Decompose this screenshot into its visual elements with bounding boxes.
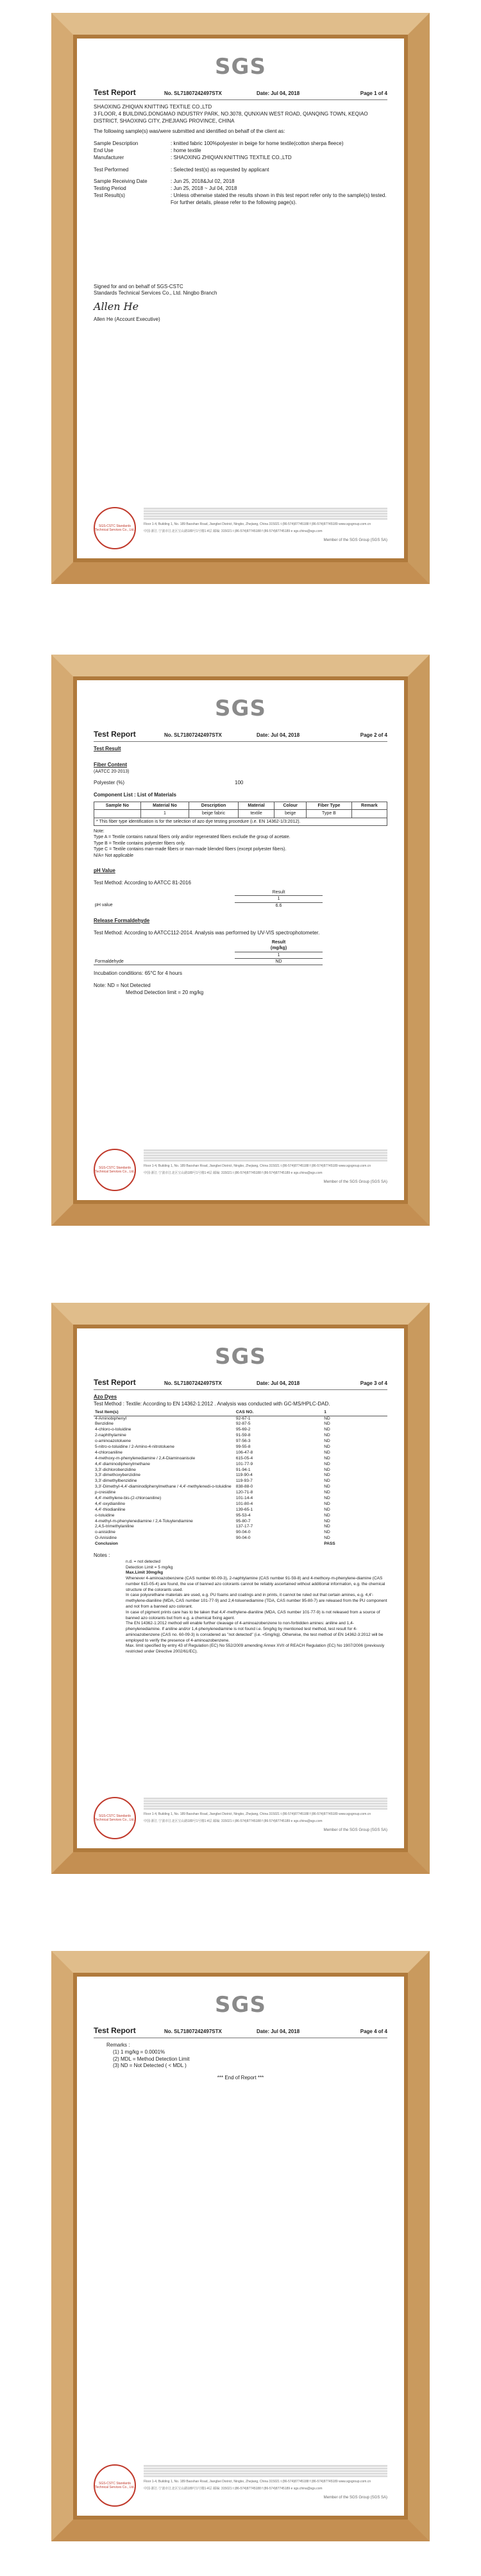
azo-row bbox=[94, 1456, 387, 1462]
amine-name: 4-chloroaniline bbox=[95, 1450, 122, 1455]
sample-intro: The following sample(s) was/were submitted and identified on behalf of the client as: bbox=[94, 128, 285, 135]
report-header bbox=[94, 87, 387, 100]
report-header bbox=[94, 2025, 387, 2038]
fiber-method: (AATCC 20-2013) bbox=[94, 769, 130, 774]
detail-value: : SHAOXING ZHIQIAN KNITTING TEXTILE CO.,LTD bbox=[171, 154, 292, 160]
azo-note: Max.Limit 30mg/kg bbox=[126, 1570, 164, 1576]
materials-header-cell: Fiber Type bbox=[307, 802, 352, 809]
incubation-note: Incubation conditions: 65°C for 4 hours bbox=[94, 970, 182, 977]
amine-name: o-toluidine bbox=[95, 1513, 115, 1518]
azo-note: Detection Limit = 5 mg/kg bbox=[126, 1565, 173, 1570]
footer-address: Floor 1-4, Building 1, No. 189 Baoshan Road, Jiangbei District, Ningbo, Zhejiang, China 315021 t (86-574)87745188 f (86-574)87745189 www.sgsgroup.com.cn bbox=[144, 1164, 371, 1169]
azo-note: The EN 14362-1:2012 method will enable further cleavage of 4-aminoazobenzene to non-forbidden amines: aniline and 1,4-phenylenediamine. If aniline and/or 1,4-phenylenediamine is not found i.e. 5mg/kg by mentioned test method, test result for 4-aminoazobenzene (CAS no. 60-09-3) is considered as "not detected" (i.e. <5mg/kg). Otherwise, the test method of EN 14362-3:2012 will be employed to verify the presence of 4-aminoazobenzene. bbox=[126, 1621, 384, 1643]
amine-name: 4,4'-oxydianiline bbox=[95, 1501, 126, 1506]
fiber-note: N/A= Not applicable bbox=[94, 853, 134, 858]
azo-header-cell: 1 bbox=[323, 1410, 387, 1416]
amine-name: O-Anisidine bbox=[95, 1536, 117, 1541]
sgs-logo: SGS bbox=[215, 54, 266, 80]
fiber-note: Type A = Textile contains natural fibers only and/or regenerated fibers exclude the group of acetate. bbox=[94, 835, 291, 840]
nd-note: Note: ND = Not Detected bbox=[94, 983, 151, 989]
footer-address-cn: 中国·浙江·宁波市江北区宝山路189号1号楼1-4层 邮编: 315021 t (86-574)87745188 f (86-574)87745189 e sgs.china@sgs.com bbox=[144, 1819, 323, 1824]
notes-header: Notes : bbox=[94, 1552, 110, 1559]
detail-value: : Jun 25, 2018 ~ Jul 04, 2018 bbox=[171, 185, 237, 192]
cas-number: 137-17-7 bbox=[235, 1524, 253, 1529]
amine-result: ND bbox=[324, 1421, 330, 1427]
sgs-seal-stamp: SGS-CSTC Standards Technical Services Co., Ltd. bbox=[94, 2464, 136, 2507]
sgs-seal-stamp: SGS-CSTC Standards Technical Services Co., Ltd. bbox=[94, 1797, 136, 1839]
report-title: Test Report bbox=[94, 87, 136, 97]
azo-heading: Azo Dyes bbox=[94, 1394, 117, 1400]
page-number: Page 2 of 4 bbox=[360, 732, 387, 738]
detail-label: Testing Period bbox=[94, 185, 126, 192]
report-page-3 bbox=[51, 1303, 430, 1874]
detail-value: : home textile bbox=[171, 148, 201, 154]
amine-result: ND bbox=[324, 1507, 330, 1512]
detail-label: Sample Receiving Date bbox=[94, 178, 148, 185]
azo-row bbox=[94, 1433, 387, 1439]
fiber-note: Note: bbox=[94, 829, 105, 834]
sgs-seal-stamp: SGS-CSTC Standards Technical Services Co., Ltd. bbox=[94, 507, 136, 549]
ph-table: Result 1 pH value 6.6 bbox=[94, 889, 387, 909]
signature-image: Allen He bbox=[94, 300, 139, 313]
cas-number: 120-71-8 bbox=[235, 1490, 253, 1495]
azo-note: n.d. = not detected bbox=[126, 1559, 161, 1564]
report-number: No. SL71807242497STX bbox=[164, 2028, 222, 2034]
page-footer bbox=[94, 2464, 387, 2500]
formaldehyde-method: Test Method: According to AATCC112-2014. Analysis was performed by UV-VIS spectrophotometer. bbox=[94, 929, 320, 936]
detail-label: Sample Description bbox=[94, 141, 139, 147]
amine-result: ND bbox=[324, 1416, 330, 1421]
azo-row bbox=[94, 1496, 387, 1502]
amine-result: ND bbox=[324, 1496, 330, 1501]
cas-number: 615-05-4 bbox=[235, 1455, 253, 1461]
cas-number: 99-55-8 bbox=[235, 1445, 251, 1450]
detail-value: : knitted fabric 100%polyester in beige for home textile(cotton sherpa fleece) bbox=[171, 141, 344, 147]
materials-header-cell: Material bbox=[238, 802, 274, 809]
azo-row bbox=[94, 1450, 387, 1456]
amine-name: 3,3'-dimethoxybenzidine bbox=[95, 1473, 140, 1478]
azo-row bbox=[94, 1468, 387, 1473]
amine-result: ND bbox=[324, 1490, 330, 1495]
signed-for: Signed for and on behalf of SGS-CSTC bbox=[94, 283, 183, 289]
materials-cell: textile bbox=[238, 810, 274, 818]
amine-result: ND bbox=[324, 1461, 330, 1466]
footer-address: Floor 1-4, Building 1, No. 189 Baoshan Road, Jiangbei District, Ningbo, Zhejiang, China 315021 t (86-574)87745188 f (86-574)87745189 www.sgsgroup.com.cn bbox=[144, 1812, 371, 1817]
sample-details bbox=[94, 141, 387, 206]
cas-number: 91-94-1 bbox=[235, 1467, 251, 1472]
sample-detail-row bbox=[94, 193, 387, 207]
azo-row bbox=[94, 1513, 387, 1519]
materials-note: * This fiber type identification is for the selection of azo dye testing procedure (i.e. EN 14362-1/3:2012). bbox=[94, 818, 387, 825]
azo-row bbox=[94, 1484, 387, 1490]
materials-cell: beige bbox=[274, 810, 307, 818]
page-number: Page 4 of 4 bbox=[360, 2028, 387, 2034]
azo-row bbox=[94, 1507, 387, 1513]
fiber-note: Type C = Textile contains man-made fibers or man-made blended fibers (except polyester fibers). bbox=[94, 847, 287, 852]
amine-result: ND bbox=[324, 1518, 330, 1524]
amine-result: ND bbox=[324, 1450, 330, 1455]
detail-label: End Use bbox=[94, 148, 114, 154]
fiber-type-notes bbox=[94, 829, 387, 859]
amine-name: 3,3'-Dimethyl-4,4'-diaminodiphenylmethane / 4,4'-methylenedi-o-toluidine bbox=[95, 1484, 232, 1490]
cas-number: 119-93-7 bbox=[235, 1479, 253, 1484]
materials-cell: Type B bbox=[307, 810, 352, 818]
branch-name: Standards Technical Services Co., Ltd. Ningbo Branch bbox=[94, 290, 217, 296]
report-page-1 bbox=[51, 13, 430, 584]
cas-number: 92-87-5 bbox=[235, 1421, 251, 1427]
remark-item: (1) 1 mg/kg = 0.0001% bbox=[113, 2048, 165, 2055]
amine-result: ND bbox=[324, 1530, 330, 1535]
cas-number: 91-59-8 bbox=[235, 1433, 251, 1438]
azo-row bbox=[94, 1502, 387, 1507]
cas-number: 95-69-2 bbox=[235, 1427, 251, 1432]
end-of-report: *** End of Report *** bbox=[217, 2075, 264, 2081]
report-header bbox=[94, 1377, 387, 1390]
report-date: Date: Jul 04, 2018 bbox=[257, 1380, 300, 1386]
report-page-2 bbox=[51, 655, 430, 1226]
formaldehyde-table: Result (mg/kg) 1 Formaldehyde ND bbox=[94, 940, 387, 966]
amine-name: 4,4'-diaminodiphenylmethane bbox=[95, 1461, 150, 1466]
report-number: No. SL71807242497STX bbox=[164, 1380, 222, 1386]
ph-heading: pH Value bbox=[94, 868, 115, 874]
amine-name: 4,4'-thiodianiline bbox=[95, 1507, 126, 1512]
footer-address-cn: 中国·浙江·宁波市江北区宝山路189号1号楼1-4层 邮编: 315021 t (86-574)87745188 f (86-574)87745189 e sgs.china@sgs.com bbox=[144, 1171, 323, 1176]
report-date: Date: Jul 04, 2018 bbox=[257, 732, 300, 738]
fiber-row: Polyester (%) 100 bbox=[94, 780, 244, 786]
sgs-logo: SGS bbox=[215, 1992, 266, 2018]
detail-label: Test Performed bbox=[94, 166, 129, 173]
fiber-note: Type B = Textile contains polyester fibers only. bbox=[94, 841, 186, 846]
azo-table bbox=[94, 1410, 387, 1547]
remarks-header: Remarks : bbox=[106, 2042, 130, 2048]
cas-number: 95-53-4 bbox=[235, 1513, 251, 1518]
sample-detail-row bbox=[94, 141, 387, 148]
materials-header-cell: Description bbox=[189, 802, 239, 809]
report-title: Test Report bbox=[94, 729, 136, 739]
amine-result: ND bbox=[324, 1433, 330, 1438]
amine-result: ND bbox=[324, 1427, 330, 1432]
conclusion-value: PASS bbox=[324, 1541, 335, 1547]
azo-row bbox=[94, 1445, 387, 1450]
fiber-content-heading: Fiber Content bbox=[94, 761, 127, 768]
sample-detail-row bbox=[94, 148, 387, 155]
report-header bbox=[94, 729, 387, 742]
report-number: No. SL71807242497STX bbox=[164, 90, 222, 96]
client-block bbox=[94, 104, 387, 125]
azo-row bbox=[94, 1462, 387, 1468]
amine-result: ND bbox=[324, 1455, 330, 1461]
cas-number: 101-14-4 bbox=[235, 1496, 253, 1501]
mdl-note: Method Detection limit = 20 mg/kg bbox=[126, 990, 204, 996]
member-note: Member of the SGS Group (SGS SA) bbox=[323, 1180, 387, 1184]
footer-address: Floor 1-4, Building 1, No. 189 Baoshan Road, Jiangbei District, Ningbo, Zhejiang, China 315021 t (86-574)87745188 f (86-574)87745189 www.sgsgroup.com.cn bbox=[144, 522, 371, 527]
report-title: Test Report bbox=[94, 2025, 136, 2035]
amine-name: 5-nitro-o-toluidine / 2-Amino-4-nitrotoluene bbox=[95, 1445, 174, 1450]
report-date: Date: Jul 04, 2018 bbox=[257, 2028, 300, 2034]
azo-row bbox=[94, 1519, 387, 1525]
page-footer bbox=[94, 1149, 387, 1185]
amine-name: 2-naphthylamine bbox=[95, 1433, 126, 1438]
amine-name: o-aminoazotoluene bbox=[95, 1439, 131, 1444]
sgs-logo: SGS bbox=[215, 1344, 266, 1370]
materials-heading: Component List : List of Materials bbox=[94, 791, 176, 798]
azo-note: In case of pigment prints care has to be taken that 4,4'-methylene-dianiline (MDA, CAS number 101-77-9) is not released from a source of banned azo colorants but from e.g. a chemical fixing agent. bbox=[126, 1610, 380, 1620]
member-note: Member of the SGS Group (SGS SA) bbox=[323, 2495, 387, 2500]
materials-cell bbox=[94, 810, 141, 818]
amine-name: 4-methyl-m-phenylenediamine / 2,4-Toluylendiamine bbox=[95, 1518, 193, 1524]
sgs-seal-stamp: SGS-CSTC Standards Technical Services Co., Ltd. bbox=[94, 1149, 136, 1191]
amine-result: ND bbox=[324, 1536, 330, 1541]
azo-row bbox=[94, 1524, 387, 1530]
client-name: SHAOXING ZHIQIAN KNITTING TEXTILE CO.,LTD bbox=[94, 104, 212, 110]
report-title: Test Report bbox=[94, 1377, 136, 1387]
detail-value: : Jun 25, 2018&Jul 02, 2018 bbox=[171, 178, 235, 185]
client-address: 3 FLOOR, 4 BUILDING,DONGMAO INDUSTRY PARK, NO.3078, QUNXIAN WEST ROAD, QIANQING TOWN, KEQIAO DISTRICT, SHAOXING CITY, ZHEJIANG PROVINCE, CHINA bbox=[94, 110, 368, 124]
sgs-logo: SGS bbox=[215, 696, 266, 721]
amine-result: ND bbox=[324, 1524, 330, 1529]
materials-table bbox=[94, 802, 387, 826]
materials-cell: beige fabric bbox=[189, 810, 239, 818]
remark-item: (3) ND = Not Detected ( < MDL ) bbox=[113, 2063, 187, 2069]
amine-name: 3,3'-dichlorobenzidine bbox=[95, 1467, 136, 1472]
materials-header-cell: Remark bbox=[351, 802, 387, 809]
footer-address: Floor 1-4, Building 1, No. 189 Baoshan Road, Jiangbei District, Ningbo, Zhejiang, China 315021 t (86-574)87745188 f (86-574)87745189 www.sgsgroup.com.cn bbox=[144, 2480, 371, 2484]
azo-note: Whenever 4-aminoazobenzene (CAS number 60-09-3), 2-naphtylamine (CAS number 91-59-8) and 4-methoxy-m-phenylene-diamine (CAS number 615-05-4) are found, the use of banned azo colorants cannot be reliably ascertained without additional information, e.g. the chemical structure of the colorants used. bbox=[126, 1576, 385, 1592]
sample-detail-row bbox=[94, 178, 387, 185]
amine-name: 4-methoxy-m-phenylenediamine / 2,4-Diaminoanisole bbox=[95, 1455, 196, 1461]
page-number: Page 1 of 4 bbox=[360, 90, 387, 96]
azo-note: Max. limit specified by entry 43 of Regulation (EC) No 552/2009 amending Annex XVII of REACH Regulation (EC) No 1907/2006 (previously restricted under Directive 2002/61/EC). bbox=[126, 1644, 385, 1654]
footer-address-cn: 中国·浙江·宁波市江北区宝山路189号1号楼1-4层 邮编: 315021 t (86-574)87745188 f (86-574)87745189 e sgs.china@sgs.com bbox=[144, 529, 323, 534]
amine-name: Benzidine bbox=[95, 1421, 114, 1427]
detail-value: : Selected test(s) as requested by applicant bbox=[171, 166, 269, 173]
azo-notes bbox=[126, 1559, 387, 1655]
report-page-4 bbox=[51, 1951, 430, 2541]
amine-result: ND bbox=[324, 1501, 330, 1506]
test-result-heading: Test Result bbox=[94, 746, 121, 752]
remark-item: (2) MDL = Method Detection Limit bbox=[113, 2056, 190, 2062]
cas-number: 139-65-1 bbox=[235, 1507, 253, 1512]
azo-row bbox=[94, 1473, 387, 1479]
cas-number: 119-90-4 bbox=[235, 1473, 253, 1478]
page-footer bbox=[94, 507, 387, 543]
cas-number: 97-56-3 bbox=[235, 1439, 251, 1444]
amine-result: ND bbox=[324, 1445, 330, 1450]
azo-method: Test Method : Textile: According to EN 14362-1:2012 . Analysis was conducted with GC-MS/HPLC-DAD. bbox=[94, 1400, 330, 1407]
azo-row bbox=[94, 1416, 387, 1421]
cas-number: 92-67-1 bbox=[235, 1416, 251, 1421]
materials-header-cell: Colour bbox=[274, 802, 307, 809]
amine-name: o-anisidine bbox=[95, 1530, 115, 1535]
ph-method: Test Method: According to AATCC 81-2016 bbox=[94, 880, 191, 886]
cas-number: 90-04-0 bbox=[235, 1530, 251, 1535]
azo-row bbox=[94, 1530, 387, 1536]
footer-terms bbox=[144, 1798, 387, 1810]
footer-terms bbox=[144, 2465, 387, 2477]
amine-name: 2,4,5-trimethylaniline bbox=[95, 1524, 134, 1529]
azo-header-cell: CAS NO. bbox=[235, 1410, 323, 1416]
amine-name: p-cresidine bbox=[95, 1490, 116, 1495]
detail-label: Manufacturer bbox=[94, 154, 124, 160]
amine-result: ND bbox=[324, 1513, 330, 1518]
report-date: Date: Jul 04, 2018 bbox=[257, 90, 300, 96]
amine-result: ND bbox=[324, 1439, 330, 1444]
azo-row bbox=[94, 1427, 387, 1433]
sample-detail-row bbox=[94, 167, 387, 174]
member-note: Member of the SGS Group (SGS SA) bbox=[323, 538, 387, 542]
footer-terms bbox=[144, 1149, 387, 1162]
cas-number: 101-80-4 bbox=[235, 1501, 253, 1506]
cas-number: 95-80-7 bbox=[235, 1518, 251, 1524]
remarks-list bbox=[113, 2049, 387, 2070]
azo-row bbox=[94, 1421, 387, 1427]
conclusion-label: Conclusion bbox=[95, 1541, 118, 1547]
cas-number: 101-77-9 bbox=[235, 1461, 253, 1466]
materials-cell: 1 bbox=[140, 810, 189, 818]
cas-number: 106-47-8 bbox=[235, 1450, 253, 1455]
azo-row bbox=[94, 1490, 387, 1496]
signatory-name: Allen He (Account Executive) bbox=[94, 316, 160, 322]
report-number: No. SL71807242497STX bbox=[164, 732, 222, 738]
azo-row bbox=[94, 1439, 387, 1445]
amine-name: 3,3'-dimethylbenzidine bbox=[95, 1479, 137, 1484]
amine-result: ND bbox=[324, 1479, 330, 1484]
page-number: Page 3 of 4 bbox=[360, 1380, 387, 1386]
cas-number: 90-04-0 bbox=[235, 1536, 251, 1541]
amine-name: 4-Aminobiphenyl bbox=[95, 1416, 127, 1421]
azo-header-cell: Test Item(s) bbox=[94, 1410, 235, 1416]
footer-address-cn: 中国·浙江·宁波市江北区宝山路189号1号楼1-4层 邮编: 315021 t (86-574)87745188 f (86-574)87745189 e sgs.china@sgs.com bbox=[144, 2487, 323, 2491]
amine-result: ND bbox=[324, 1467, 330, 1472]
member-note: Member of the SGS Group (SGS SA) bbox=[323, 1828, 387, 1832]
amine-name: 4,4'-methylene-bis-(2-chloroaniline) bbox=[95, 1496, 162, 1501]
azo-row bbox=[94, 1536, 387, 1541]
detail-value: : Unless otherwise stated the results shown in this test report refer only to the sample(s) tested. For further details, please refer to the following page(s). bbox=[171, 193, 387, 205]
materials-cell bbox=[351, 810, 387, 818]
detail-label: Test Result(s) bbox=[94, 193, 125, 199]
sample-detail-row bbox=[94, 155, 387, 162]
azo-note: In case polyurethane materials are used, e.g. PU foams and coatings and in prints, it cannot be ruled out that certain amines, e.g. 4,4'-methylene-dianiline (MDA, CAS number 101-77-9) and 2,4-toluenediamine (TDA, CAS number 95-80-7) are released from the PU component and not from a banned azo colorant. bbox=[126, 1593, 387, 1609]
footer-terms bbox=[144, 508, 387, 520]
formaldehyde-heading: Release Formaldehyde bbox=[94, 918, 150, 924]
materials-header-cell: Sample No bbox=[94, 802, 141, 809]
cas-number: 838-88-0 bbox=[235, 1484, 253, 1490]
materials-header-cell: Material No bbox=[140, 802, 189, 809]
azo-row bbox=[94, 1479, 387, 1484]
amine-result: ND bbox=[324, 1473, 330, 1478]
page-footer bbox=[94, 1797, 387, 1833]
amine-name: 4-chloro-o-toluidine bbox=[95, 1427, 131, 1432]
sample-detail-row bbox=[94, 185, 387, 193]
amine-result: ND bbox=[324, 1484, 330, 1490]
